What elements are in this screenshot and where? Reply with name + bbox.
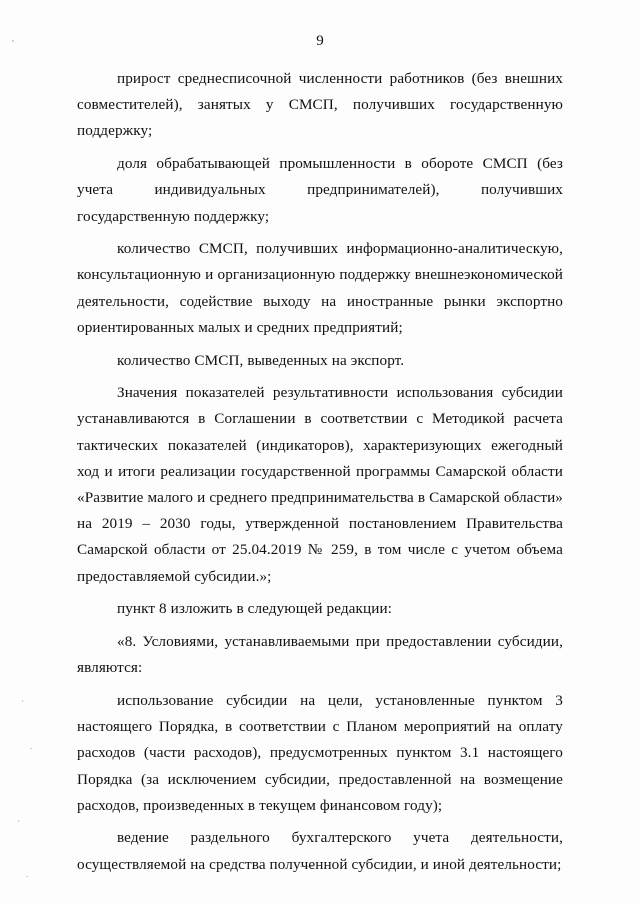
paragraph: прирост среднесписочной численности работников (без внешних совместителей), занятых у СМСП, получивших государственную поддержку; (77, 70, 563, 140)
scan-artifact (26, 876, 28, 877)
paragraph: использование субсидии на цели, установленные пунктом 3 настоящего Порядка, в соответствии с Планом мероприятий на оплату расходов (части расходов), предусмотренных пунктом 3.1 настоящего Порядка (за исключением субсидии, предоставленной на возмещение расходов, произведенных в текущем финансовом году); (77, 691, 563, 814)
document-body (77, 66, 563, 884)
scan-artifact (30, 748, 32, 749)
paragraph: количество СМСП, получивших информационно-аналитическую, консультационную и организационную поддержку внешнеэкономической деятельности, содействие выходу на иностранные рынки экспортно ориентированных малых и средних предприятий; (77, 240, 563, 336)
page-number: 9 (316, 33, 324, 49)
paragraph: Значения показателей результативности использования субсидии устанавливаются в Соглашении в соответствии с Методикой расчета тактических показателей (индикаторов), характеризующих ежегодный ход и итоги реализации государственной программы Самарской области «Развитие малого и среднего предпринимательства в Самарской области» на 2019 – 2030 годы, утвержденной постановлением Правительства Самарской области от 25.04.2019 № 259, в том числе с учетом объема предоставляемой субсидии.»; (77, 384, 563, 585)
paragraph: ведение раздельного бухгалтерского учета деятельности, осуществляемой на средства полученной субсидии, и иной деятельности; (77, 829, 563, 873)
paragraph: «8. Условиями, устанавливаемыми при предоставлении субсидии, являются: (77, 633, 563, 677)
paragraph: количество СМСП, выведенных на экспорт. (117, 351, 405, 369)
scan-artifact (18, 820, 19, 822)
scan-artifact (22, 700, 23, 702)
paragraph: доля обрабатывающей промышленности в обороте СМСП (без учета индивидуальных предпринимателей), получивших государственную поддержку; (77, 155, 563, 225)
paragraph: пункт 8 изложить в следующей редакции: (117, 600, 392, 618)
